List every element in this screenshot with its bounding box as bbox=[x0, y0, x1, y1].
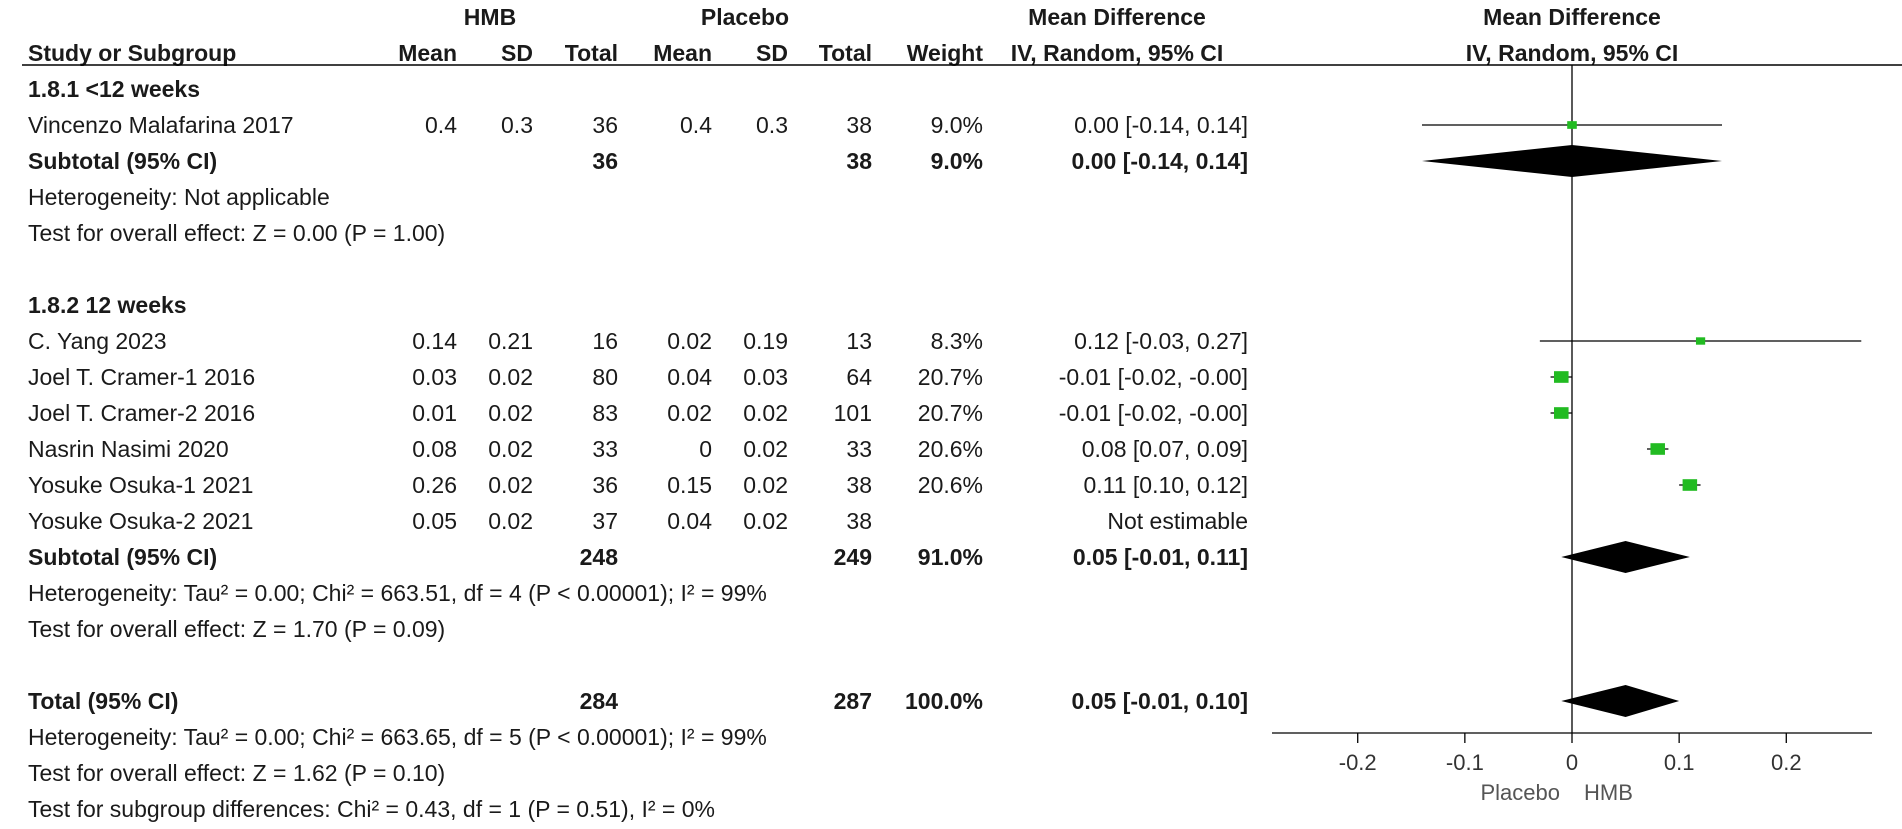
header-sd2: SD bbox=[756, 40, 788, 66]
study-m1: 0.26 bbox=[412, 472, 457, 498]
study-marker bbox=[1650, 443, 1665, 455]
study-sd2: 0.3 bbox=[756, 112, 788, 138]
section-title: 1.8.2 12 weeks bbox=[28, 292, 187, 318]
study-marker bbox=[1554, 407, 1569, 419]
study-name: Yosuke Osuka-1 2021 bbox=[28, 472, 254, 498]
study-n2: 33 bbox=[846, 436, 872, 462]
study-sd2: 0.02 bbox=[743, 436, 788, 462]
study-ci: 0.12 [-0.03, 0.27] bbox=[1074, 328, 1248, 354]
study-n2: 38 bbox=[846, 508, 872, 534]
study-m2: 0.4 bbox=[680, 112, 712, 138]
study-sd1: 0.02 bbox=[488, 436, 533, 462]
study-sd2: 0.19 bbox=[743, 328, 788, 354]
study-ci: Not estimable bbox=[1107, 508, 1248, 534]
study-marker bbox=[1696, 337, 1705, 344]
subtotal-n1: 36 bbox=[592, 148, 618, 174]
total-overall-effect-text: Test for overall effect: Z = 1.62 (P = 0.10) bbox=[28, 760, 446, 786]
header-weight: Weight bbox=[906, 40, 983, 66]
study-m1: 0.14 bbox=[412, 328, 457, 354]
x-tick-label: 0.1 bbox=[1663, 750, 1695, 775]
subtotal-weight: 91.0% bbox=[917, 544, 983, 570]
study-sd1: 0.02 bbox=[488, 364, 533, 390]
header-md-sub: IV, Random, 95% CI bbox=[1010, 40, 1224, 66]
study-sd1: 0.3 bbox=[501, 112, 533, 138]
study-n1: 36 bbox=[592, 472, 618, 498]
study-n1: 36 bbox=[592, 112, 618, 138]
study-marker bbox=[1683, 479, 1698, 491]
study-name: Nasrin Nasimi 2020 bbox=[28, 436, 229, 462]
study-name: Joel T. Cramer-1 2016 bbox=[28, 364, 256, 390]
header-hmb: HMB bbox=[463, 4, 517, 30]
study-ci: 0.11 [0.10, 0.12] bbox=[1083, 472, 1248, 498]
summary-diamond bbox=[1561, 685, 1679, 717]
study-sd1: 0.02 bbox=[488, 508, 533, 534]
study-ci: 0.00 [-0.14, 0.14] bbox=[1074, 112, 1248, 138]
study-sd2: 0.02 bbox=[743, 472, 788, 498]
header-placebo: Placebo bbox=[700, 4, 790, 30]
subgroup-differences-text: Test for subgroup differences: Chi² = 0.43, df = 1 (P = 0.51), I² = 0% bbox=[28, 796, 715, 822]
study-weight: 8.3% bbox=[930, 328, 983, 354]
study-sd2: 0.02 bbox=[743, 400, 788, 426]
study-m2: 0.02 bbox=[667, 400, 712, 426]
header-md-title: Mean Difference bbox=[1028, 4, 1206, 30]
section-title: 1.8.1 <12 weeks bbox=[28, 76, 201, 102]
study-weight: 20.6% bbox=[917, 436, 983, 462]
header-total1: Total bbox=[564, 40, 618, 66]
summary-diamond bbox=[1561, 541, 1690, 573]
study-name: C. Yang 2023 bbox=[28, 328, 167, 354]
study-weight: 20.6% bbox=[917, 472, 983, 498]
header-mean1: Mean bbox=[398, 40, 457, 66]
header-plot-sub: IV, Random, 95% CI bbox=[1465, 40, 1679, 66]
study-m2: 0.02 bbox=[667, 328, 712, 354]
subtotal-n2: 38 bbox=[846, 148, 872, 174]
study-sd1: 0.02 bbox=[488, 472, 533, 498]
header-plot-title: Mean Difference bbox=[1483, 4, 1661, 30]
subtotal-label: Total (95% CI) bbox=[28, 688, 179, 714]
x-tick-label: -0.1 bbox=[1445, 750, 1484, 775]
study-m1: 0.08 bbox=[412, 436, 457, 462]
study-n1: 37 bbox=[592, 508, 618, 534]
header-mean2: Mean bbox=[653, 40, 712, 66]
overall-effect-text: Test for overall effect: Z = 1.70 (P = 0.09) bbox=[28, 616, 446, 642]
study-m2: 0.15 bbox=[667, 472, 712, 498]
subtotal-weight: 100.0% bbox=[904, 688, 983, 714]
study-sd2: 0.02 bbox=[743, 508, 788, 534]
favours-left-label: Placebo bbox=[1480, 780, 1560, 805]
study-n2: 13 bbox=[846, 328, 872, 354]
study-n1: 83 bbox=[592, 400, 618, 426]
study-sd1: 0.21 bbox=[488, 328, 533, 354]
study-n1: 16 bbox=[592, 328, 618, 354]
study-weight: 20.7% bbox=[917, 364, 983, 390]
study-sd1: 0.02 bbox=[488, 400, 533, 426]
study-m2: 0.04 bbox=[667, 508, 712, 534]
subtotal-ci: 0.05 [-0.01, 0.11] bbox=[1072, 544, 1248, 570]
header-sd1: SD bbox=[501, 40, 533, 66]
subtotal-ci: 0.05 [-0.01, 0.10] bbox=[1071, 688, 1248, 714]
x-tick-label: 0.2 bbox=[1770, 750, 1802, 775]
header-total2: Total bbox=[818, 40, 872, 66]
header-study: Study or Subgroup bbox=[28, 40, 237, 66]
study-n2: 101 bbox=[833, 400, 872, 426]
study-ci: 0.08 [0.07, 0.09] bbox=[1081, 436, 1248, 462]
subtotal-n2: 249 bbox=[833, 544, 872, 570]
study-m1: 0.05 bbox=[412, 508, 457, 534]
study-n2: 38 bbox=[846, 472, 872, 498]
heterogeneity-text: Heterogeneity: Tau² = 0.00; Chi² = 663.51, df = 4 (P < 0.00001); I² = 99% bbox=[28, 580, 767, 606]
total-heterogeneity-text: Heterogeneity: Tau² = 0.00; Chi² = 663.65, df = 5 (P < 0.00001); I² = 99% bbox=[28, 724, 767, 750]
study-m2: 0 bbox=[699, 436, 712, 462]
subtotal-ci: 0.00 [-0.14, 0.14] bbox=[1071, 148, 1248, 174]
subtotal-label: Subtotal (95% CI) bbox=[28, 148, 218, 174]
study-weight: 9.0% bbox=[930, 112, 983, 138]
study-n2: 38 bbox=[846, 112, 872, 138]
study-m2: 0.04 bbox=[667, 364, 712, 390]
study-name: Yosuke Osuka-2 2021 bbox=[28, 508, 254, 534]
subtotal-weight: 9.0% bbox=[930, 148, 983, 174]
study-ci: -0.01 [-0.02, -0.00] bbox=[1058, 364, 1248, 390]
study-m1: 0.4 bbox=[425, 112, 457, 138]
study-ci: -0.01 [-0.02, -0.00] bbox=[1058, 400, 1248, 426]
study-marker bbox=[1554, 371, 1569, 383]
heterogeneity-text: Heterogeneity: Not applicable bbox=[28, 184, 330, 210]
study-n1: 33 bbox=[592, 436, 618, 462]
subtotal-label: Subtotal (95% CI) bbox=[28, 544, 218, 570]
favours-right-label: HMB bbox=[1584, 780, 1633, 805]
study-name: Vincenzo Malafarina 2017 bbox=[28, 112, 294, 138]
x-tick-label: 0 bbox=[1565, 750, 1579, 775]
study-m1: 0.03 bbox=[412, 364, 457, 390]
subtotal-n1: 284 bbox=[579, 688, 618, 714]
summary-diamond bbox=[1422, 145, 1722, 177]
study-n1: 80 bbox=[592, 364, 618, 390]
study-name: Joel T. Cramer-2 2016 bbox=[28, 400, 256, 426]
x-tick-label: -0.2 bbox=[1338, 750, 1377, 775]
study-weight: 20.7% bbox=[917, 400, 983, 426]
study-sd2: 0.03 bbox=[743, 364, 788, 390]
overall-effect-text: Test for overall effect: Z = 0.00 (P = 1.00) bbox=[28, 220, 446, 246]
subtotal-n2: 287 bbox=[833, 688, 872, 714]
study-marker bbox=[1567, 121, 1577, 129]
study-n2: 64 bbox=[846, 364, 872, 390]
study-m1: 0.01 bbox=[412, 400, 457, 426]
subtotal-n1: 248 bbox=[579, 544, 618, 570]
